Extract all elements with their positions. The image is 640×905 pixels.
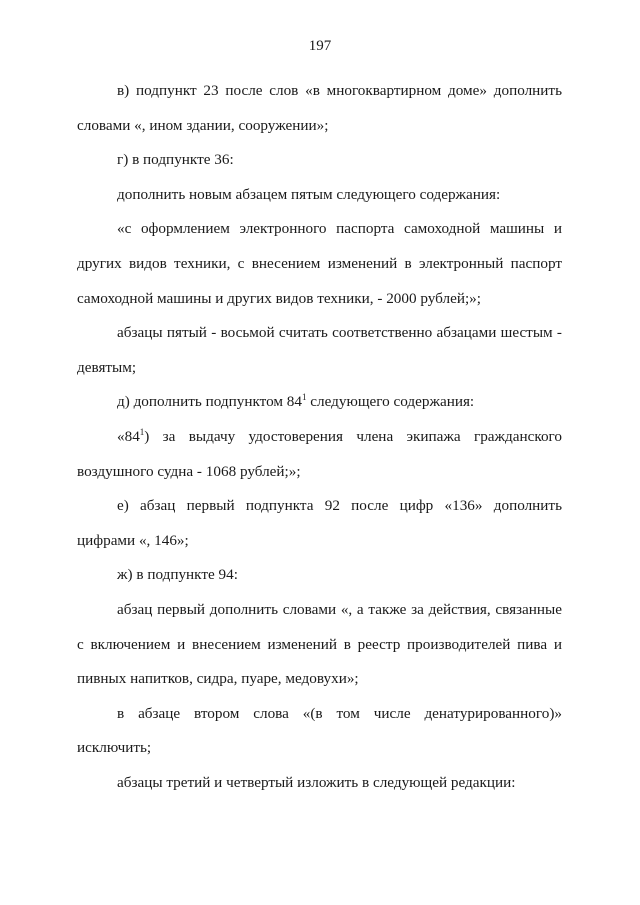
- paragraph-quote-84: [77, 420, 562, 489]
- paragraph-d-superscript: 1: [302, 392, 307, 403]
- paragraph-renumber: абзацы пятый - восьмой считать соответственно абзацами шестым - девятым;: [77, 324, 562, 376]
- paragraph-d-text-end: следующего содержания:: [306, 393, 475, 411]
- paragraph-84-text-start: «84: [117, 427, 140, 445]
- paragraph-quote-passport: «с оформлением электронного паспорта самоходной машины и других видов техники, с внесением изменений в электронный паспорт самоходной машины и других видов техники, - 2000 рублей;»;: [77, 220, 562, 307]
- paragraph-g: г) в подпункте 36:: [117, 151, 234, 169]
- paragraph-84-text-end: ) за выдачу удостоверения члена экипажа гражданского воздушного судна - 1068 рублей;»;: [77, 427, 562, 480]
- paragraph-zh: ж) в подпункте 94:: [117, 566, 238, 584]
- paragraph-e: е) абзац первый подпункта 92 после цифр «136» дополнить цифрами «, 146»;: [77, 497, 562, 549]
- paragraph-abzac-second: в абзаце втором слова «(в том числе денатурированного)» исключить;: [77, 704, 562, 757]
- document-body: [77, 74, 562, 800]
- page-number: 197: [308, 38, 332, 54]
- paragraph-d-text-start: д) дополнить подпунктом 84: [117, 393, 302, 411]
- paragraph-add-abzac: дополнить новым абзацем пятым следующего содержания:: [117, 185, 501, 203]
- paragraph-abzac-third-fourth: абзацы третий и четвертый изложить в следующей редакции:: [117, 773, 516, 791]
- paragraph-abzac-first: абзац первый дополнить словами «, а также за действия, связанные с включением и внесением изменений в реестр производителей пива и пивных напитков, сидра, пуаре, медовухи»;: [77, 600, 562, 688]
- paragraph-84-superscript: 1: [139, 426, 145, 437]
- paragraph-d: [77, 385, 562, 420]
- paragraph-v: в) подпункт 23 после слов «в многоквартирном доме» дополнить словами «, ином здании, сооружении»;: [77, 82, 562, 134]
